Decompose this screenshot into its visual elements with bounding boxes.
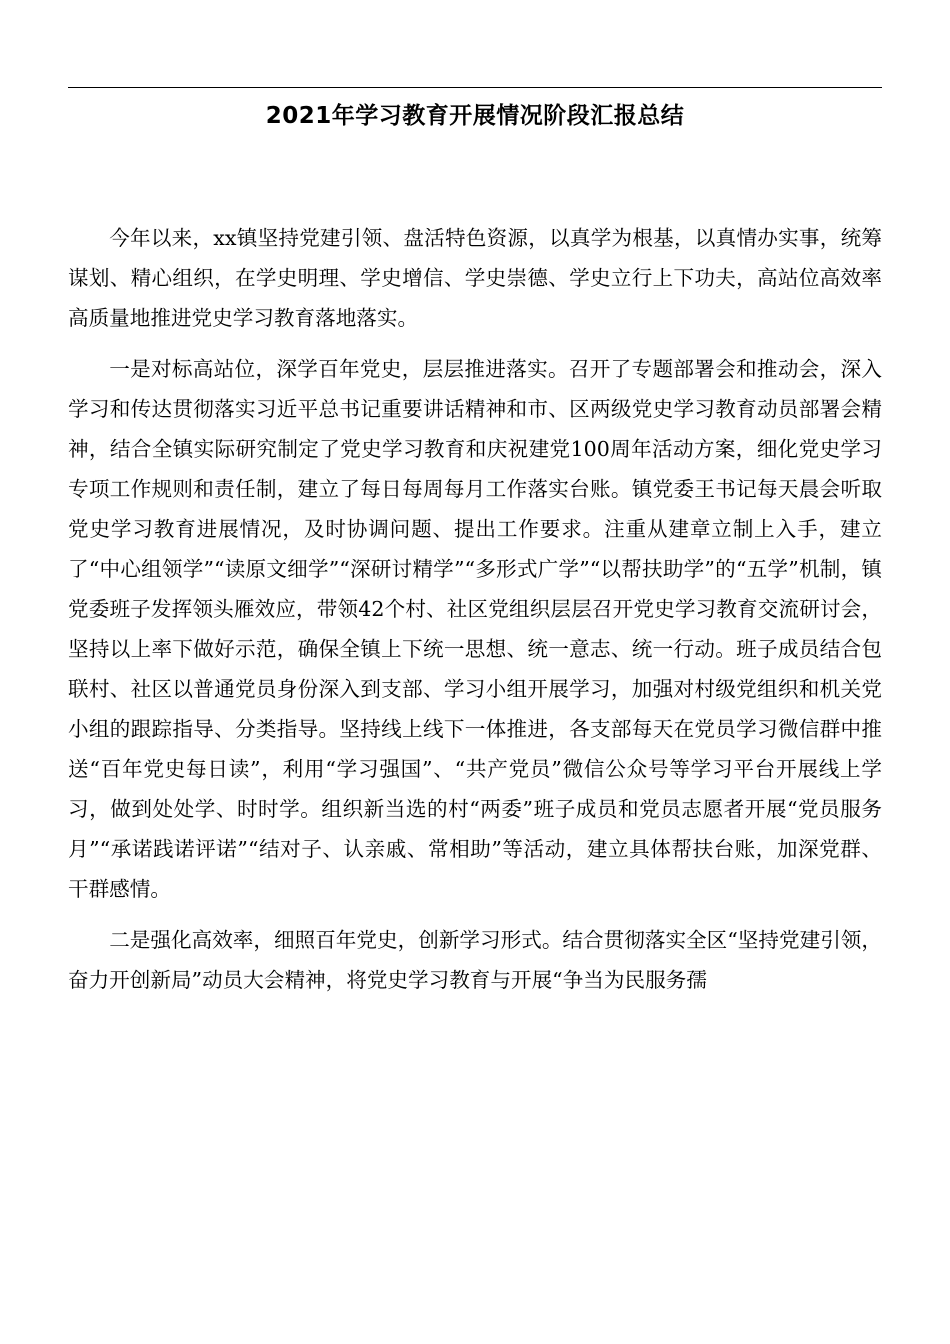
document-body (68, 218, 882, 1000)
paragraph-point-two: 二是强化高效率，细照百年党史，创新学习形式。结合贯彻落实全区“坚持党建引领，奋力开创新局”动员大会精神，将党史学习教育与开展“争当为民服务孺 (68, 928, 882, 992)
document-title: 2021年学习教育开展情况阶段汇报总结 (265, 103, 685, 129)
paragraph-intro: 今年以来，xx镇坚持党建引领、盘活特色资源，以真学为根基，以真情办实事，统筹谋划、精心组织，在学史明理、学史增信、学史崇德、学史立行上下功夫，高站位高效率高质量地推进党史学习教育落地落实。 (68, 226, 882, 330)
header-rule (68, 87, 882, 88)
paragraph-point-one: 一是对标高站位，深学百年党史，层层推进落实。召开了专题部署会和推动会，深入学习和传达贯彻落实习近平总书记重要讲话精神和市、区两级党史学习教育动员部署会精神，结合全镇实际研究制定了党史学习教育和庆祝建党100周年活动方案，细化党史学习专项工作规则和责任制，建立了每日每周每月工作落实台账。镇党委王书记每天晨会听取党史学习教育进展情况，及时协调问题、提出工作要求。注重从建章立制上入手，建立了“中心组领学”“读原文细学”“深研讨精学”“多形式广学”“以帮扶助学”的“五学”机制，镇党委班子发挥领头雁效应，带领42个村、社区党组织层层召开党史学习教育交流研讨会，坚持以上率下做好示范，确保全镇上下统一思想、统一意志、统一行动。班子成员结合包联村、社区以普通党员身份深入到支部、学习小组开展学习，加强对村级党组织和机关党小组的跟踪指导、分类指导。坚持线上线下一体推进，各支部每天在党员学习微信群中推送“百年党史每日读”，利用“学习强国”、“共产党员”微信公众号等学习平台开展线上学习，做到处处学、时时学。组织新当选的村“两委”班子成员和党员志愿者开展“党员服务月”“承诺践诺评诺”“结对子、认亲戚、常相助”等活动，建立具体帮扶台账，加深党群、干群感情。 (68, 357, 882, 901)
